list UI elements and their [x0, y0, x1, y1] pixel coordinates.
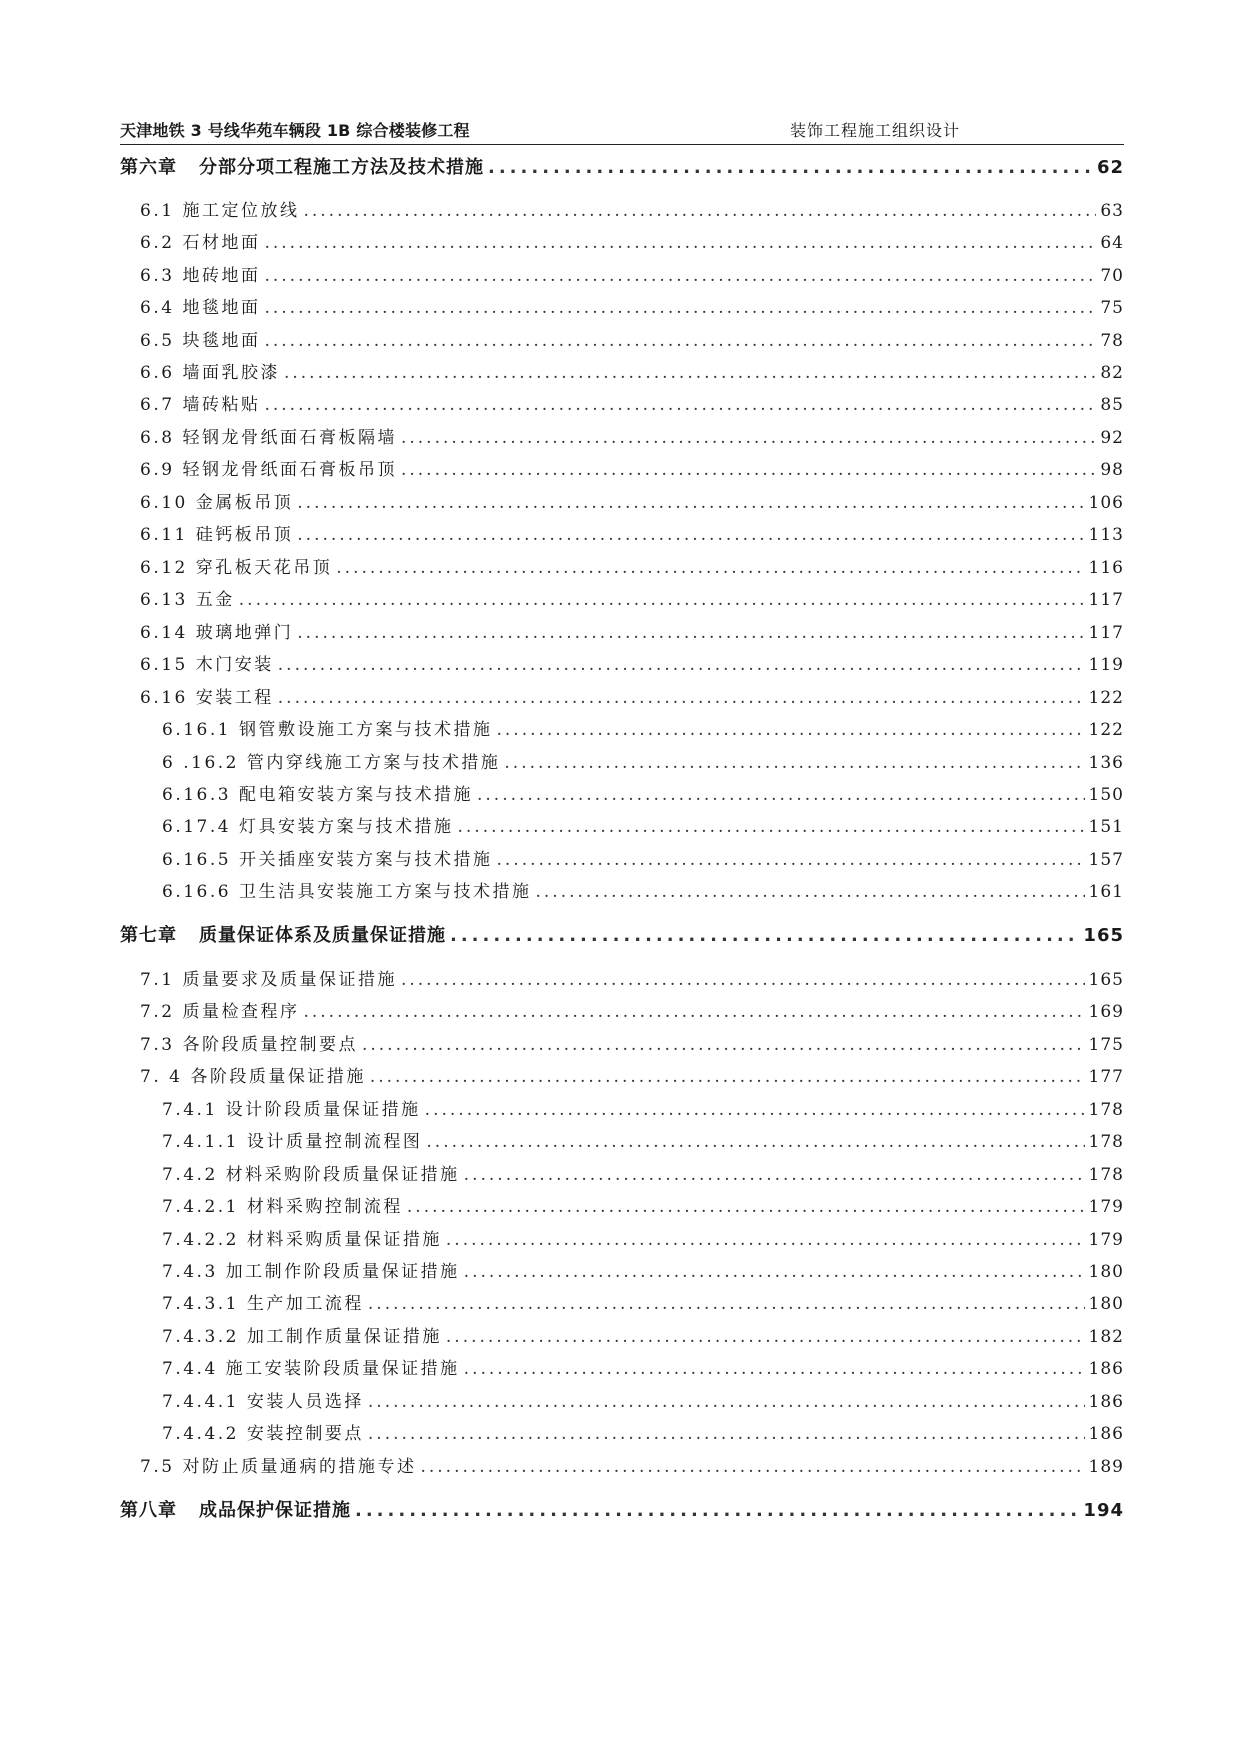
- toc-page-number: 122: [1088, 720, 1124, 740]
- toc-page-number: 178: [1088, 1100, 1124, 1120]
- toc-entry-title: 7.4.3.1 生产加工流程: [162, 1294, 364, 1314]
- dot-leader: [425, 1100, 1085, 1120]
- toc-entry-title: 7.4.1.1 设计质量控制流程图: [162, 1132, 423, 1152]
- toc-entry[interactable]: [162, 1322, 1124, 1348]
- toc-page-number: 186: [1088, 1359, 1124, 1379]
- toc-entry-title: 6.16.6 卫生洁具安装施工方案与技术措施: [162, 882, 532, 902]
- toc-page-number: 85: [1100, 395, 1124, 415]
- toc-entry-title: 7.4.2 材料采购阶段质量保证措施: [162, 1165, 460, 1185]
- toc-page-number: 63: [1100, 201, 1124, 221]
- toc-entry[interactable]: [140, 965, 1124, 991]
- toc-page-number: 78: [1100, 331, 1124, 351]
- dot-leader: [239, 590, 1085, 610]
- header-document-title: 装饰工程施工组织设计: [790, 121, 961, 140]
- toc-entry-title: 6.16 安装工程: [140, 688, 274, 708]
- toc-entry-title: 7.4.2.2 材料采购质量保证措施: [162, 1230, 442, 1250]
- toc-entry-title: 6.7 墙砖粘贴: [140, 395, 261, 415]
- toc-page-number: 165: [1088, 970, 1124, 990]
- toc-entry[interactable]: [140, 618, 1124, 644]
- toc-entry-title: 7.4.3 加工制作阶段质量保证措施: [162, 1262, 460, 1282]
- toc-entry[interactable]: [140, 1062, 1124, 1088]
- dot-leader: [426, 1132, 1084, 1152]
- toc-entry[interactable]: [140, 1452, 1124, 1478]
- dot-leader: [303, 1002, 1084, 1022]
- toc-page-number: 150: [1088, 785, 1124, 805]
- toc-entry[interactable]: [162, 1160, 1124, 1186]
- toc-page-number: 179: [1088, 1197, 1124, 1217]
- toc-entry-title: 6.4 地毯地面: [140, 298, 261, 318]
- toc-entry[interactable]: [140, 520, 1124, 546]
- dot-leader: [297, 493, 1084, 513]
- toc-chapter-number: 第六章: [120, 157, 177, 178]
- toc-page-number: 98: [1100, 460, 1124, 480]
- toc-entry[interactable]: [140, 423, 1124, 449]
- toc-entry-title: 6.5 块毯地面: [140, 331, 261, 351]
- toc-page-number: 113: [1088, 525, 1124, 545]
- toc-page-number: 106: [1088, 493, 1124, 513]
- dot-leader: [303, 201, 1096, 221]
- toc-chapter-8[interactable]: [120, 1496, 1124, 1522]
- dot-leader: [368, 1424, 1085, 1444]
- toc-entry[interactable]: [162, 877, 1124, 903]
- dot-leader: [401, 460, 1096, 480]
- dot-leader: [535, 882, 1084, 902]
- dot-leader: [297, 623, 1084, 643]
- toc-page-number: 92: [1100, 428, 1124, 448]
- toc-page-number: 165: [1083, 925, 1124, 946]
- toc-entry[interactable]: [140, 683, 1124, 709]
- toc-entry[interactable]: [162, 845, 1124, 871]
- dot-leader: [446, 1327, 1085, 1347]
- toc-entry[interactable]: [140, 228, 1124, 254]
- dot-leader: [496, 850, 1084, 870]
- toc-entry-title: 6.2 石材地面: [140, 233, 261, 253]
- toc-entry-title: 6.8 轻钢龙骨纸面石膏板隔墙: [140, 428, 397, 448]
- toc-chapter-number: 第八章: [120, 1500, 177, 1521]
- toc-entry[interactable]: [162, 715, 1124, 741]
- toc-entry-title: 6.16.1 钢管敷设施工方案与技术措施: [162, 720, 493, 740]
- toc-entry-title: 6.1 施工定位放线: [140, 201, 300, 221]
- dot-leader: [264, 298, 1096, 318]
- toc-entry[interactable]: [140, 1030, 1124, 1056]
- dot-leader: [370, 1067, 1085, 1087]
- toc-entry[interactable]: [162, 1419, 1124, 1445]
- page-header: [120, 118, 1124, 145]
- toc-chapter-number: 第七章: [120, 925, 177, 946]
- toc-entry-title: 成品保护保证措施: [199, 1500, 351, 1521]
- dot-leader: [450, 925, 1079, 946]
- dot-leader: [477, 785, 1085, 805]
- toc-entry-title: 6.11 硅钙板吊顶: [140, 525, 294, 545]
- toc-page-number: 136: [1088, 753, 1124, 773]
- toc-page-number: 151: [1088, 817, 1124, 837]
- toc-entry-title: 6 .16.2 管内穿线施工方案与技术措施: [162, 753, 501, 773]
- toc-page-number: 182: [1088, 1327, 1124, 1347]
- toc-entry-title: 7.4.3.2 加工制作质量保证措施: [162, 1327, 442, 1347]
- toc-page-number: 180: [1088, 1262, 1124, 1282]
- dot-leader: [362, 1035, 1085, 1055]
- toc-page-number: 157: [1088, 850, 1124, 870]
- dot-leader: [496, 720, 1084, 740]
- toc-page-number: 64: [1100, 233, 1124, 253]
- dot-leader: [297, 525, 1084, 545]
- toc-entry[interactable]: [162, 1289, 1124, 1315]
- toc-page-number: 117: [1088, 623, 1124, 643]
- toc-entry[interactable]: [140, 390, 1124, 416]
- toc-entry-title: 7.3 各阶段质量控制要点: [140, 1035, 358, 1055]
- toc-entry-title: 6.10 金属板吊顶: [140, 493, 294, 513]
- toc-chapter-6[interactable]: [120, 153, 1124, 179]
- header-project-title: 天津地铁 3 号线华苑车辆段 1B 综合楼装修工程: [120, 121, 470, 140]
- toc-chapter-7[interactable]: [120, 921, 1124, 947]
- dot-leader: [278, 655, 1085, 675]
- toc-entry-title: 6.13 五金: [140, 590, 235, 610]
- toc-page-number: 179: [1088, 1230, 1124, 1250]
- toc-entry[interactable]: [162, 1387, 1124, 1413]
- toc-page-number: 169: [1088, 1002, 1124, 1022]
- toc-entry-title: 6.14 玻璃地弹门: [140, 623, 294, 643]
- dot-leader: [401, 428, 1096, 448]
- dot-leader: [355, 1500, 1079, 1521]
- toc-entry-title: 7.4.4.2 安装控制要点: [162, 1424, 364, 1444]
- toc-entry[interactable]: [140, 326, 1124, 352]
- toc-page-number: 117: [1088, 590, 1124, 610]
- toc-entry[interactable]: [162, 1225, 1124, 1251]
- toc-page-number: 175: [1088, 1035, 1124, 1055]
- dot-leader: [278, 688, 1085, 708]
- dot-leader: [464, 1359, 1085, 1379]
- toc-page-number: 186: [1088, 1392, 1124, 1412]
- toc-page-number: 189: [1088, 1457, 1124, 1477]
- dot-leader: [368, 1294, 1085, 1314]
- toc-entry[interactable]: [162, 1127, 1124, 1153]
- toc-entry-title: 6.16.5 开关插座安装方案与技术措施: [162, 850, 493, 870]
- toc-entry[interactable]: [140, 261, 1124, 287]
- dot-leader: [464, 1262, 1085, 1282]
- toc-entry-title: 7.4.4 施工安装阶段质量保证措施: [162, 1359, 460, 1379]
- toc-entry-title: 6.12 穿孔板天花吊顶: [140, 558, 333, 578]
- toc-entry[interactable]: [140, 488, 1124, 514]
- toc-entry[interactable]: [162, 812, 1124, 838]
- dot-leader: [368, 1392, 1085, 1412]
- toc-page-number: 62: [1096, 157, 1124, 178]
- toc-entry-title: 7.4.4.1 安装人员选择: [162, 1392, 364, 1412]
- toc-entry-title: 6.3 地砖地面: [140, 266, 261, 286]
- toc-entry[interactable]: [162, 780, 1124, 806]
- toc-entry-title: 7.1 质量要求及质量保证措施: [140, 970, 397, 990]
- dot-leader: [401, 970, 1085, 990]
- toc-entry[interactable]: [140, 196, 1124, 222]
- dot-leader: [420, 1457, 1084, 1477]
- dot-leader: [264, 331, 1096, 351]
- toc-page-number: 180: [1088, 1294, 1124, 1314]
- dot-leader: [504, 753, 1084, 773]
- toc-entry-title: 7.4.1 设计阶段质量保证措施: [162, 1100, 421, 1120]
- toc-entry[interactable]: [140, 997, 1124, 1023]
- toc-entry-title: 7.4.2.1 材料采购控制流程: [162, 1197, 403, 1217]
- toc-page-number: 119: [1088, 655, 1124, 675]
- toc-entry-title: 6.15 木门安装: [140, 655, 274, 675]
- toc-entry-title: 质量保证体系及质量保证措施: [199, 925, 446, 946]
- toc-page-number: 194: [1083, 1500, 1124, 1521]
- dot-leader: [264, 395, 1096, 415]
- toc-page-number: 75: [1100, 298, 1124, 318]
- dot-leader: [488, 157, 1093, 178]
- toc-page-number: 82: [1100, 363, 1124, 383]
- toc-page-number: 178: [1088, 1132, 1124, 1152]
- toc-entry-title: 6.6 墙面乳胶漆: [140, 363, 280, 383]
- toc-page-number: 177: [1088, 1067, 1124, 1087]
- toc-entry-title: 7.5 对防止质量通病的措施专述: [140, 1457, 417, 1477]
- dot-leader: [284, 363, 1096, 383]
- toc-entry-title: 7. 4 各阶段质量保证措施: [140, 1067, 366, 1087]
- toc-entry[interactable]: [140, 553, 1124, 579]
- toc-entry-title: 7.2 质量检查程序: [140, 1002, 300, 1022]
- toc-page-number: 116: [1088, 558, 1124, 578]
- toc-page-number: 161: [1088, 882, 1124, 902]
- toc-page-number: 178: [1088, 1165, 1124, 1185]
- toc-entry-title: 6.16.3 配电箱安装方案与技术措施: [162, 785, 473, 805]
- toc-entry-title: 6.9 轻钢龙骨纸面石膏板吊顶: [140, 460, 397, 480]
- toc-entry[interactable]: [140, 358, 1124, 384]
- toc-page-number: 122: [1088, 688, 1124, 708]
- toc-entry-title: 6.17.4 灯具安装方案与技术措施: [162, 817, 454, 837]
- toc-entry[interactable]: [140, 585, 1124, 611]
- dot-leader: [264, 266, 1096, 286]
- dot-leader: [457, 817, 1084, 837]
- toc-entry[interactable]: [162, 1192, 1124, 1218]
- toc-entry-title: 分部分项工程施工方法及技术措施: [199, 157, 484, 178]
- dot-leader: [407, 1197, 1085, 1217]
- toc-entry[interactable]: [162, 1095, 1124, 1121]
- toc-page-number: 70: [1100, 266, 1124, 286]
- dot-leader: [464, 1165, 1085, 1185]
- toc-entry[interactable]: [140, 650, 1124, 676]
- dot-leader: [264, 233, 1096, 253]
- dot-leader: [336, 558, 1084, 578]
- toc-entry[interactable]: [162, 1257, 1124, 1283]
- dot-leader: [446, 1230, 1085, 1250]
- toc-entry[interactable]: [140, 455, 1124, 481]
- toc-entry[interactable]: [162, 1354, 1124, 1380]
- toc-entry[interactable]: [140, 293, 1124, 319]
- toc-page-number: 186: [1088, 1424, 1124, 1444]
- toc-entry[interactable]: [162, 748, 1124, 774]
